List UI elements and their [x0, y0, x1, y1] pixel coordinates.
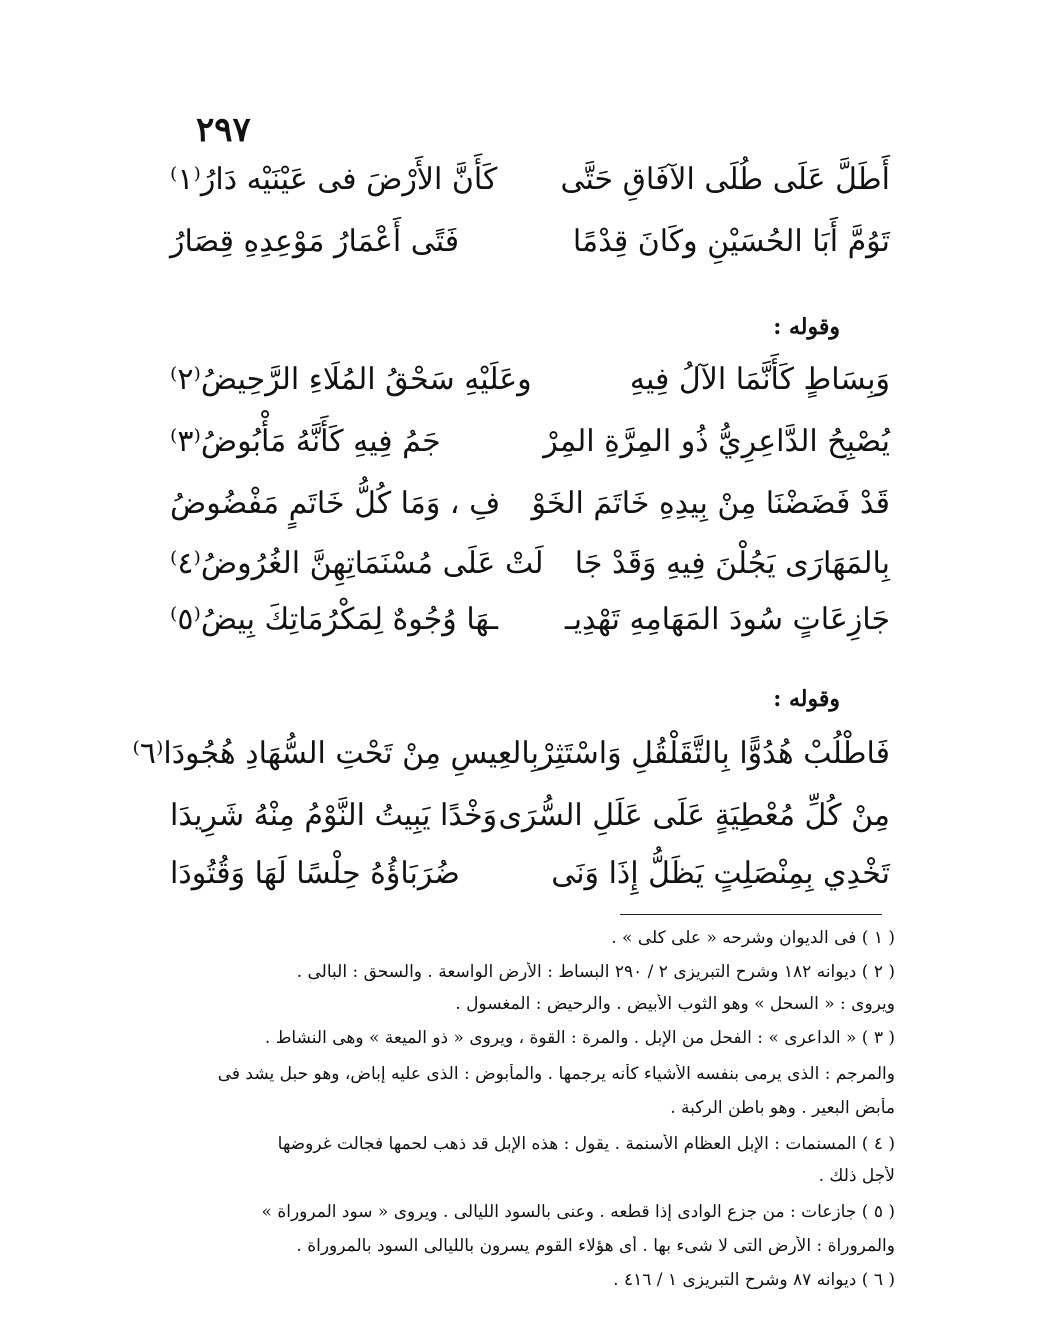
verse-hemistich-left: وَخْدًا يَبِيتُ النَّوْمُ مِنْهُ شَرِيدَا: [170, 798, 498, 833]
verse-hemistich-left: جَمُ فِيهِ كَأَنَّهُ مَأْبُوضُ⁽٣⁾: [170, 424, 441, 459]
verse-hemistich-right: جَازِعَاتٍ سُودَ المَهَامِهِ تَهْدِيـ: [564, 602, 890, 637]
footnote-line: والمرجم : الذى يرمى بنفسه الأشياء كأنه يرجمها . والمأبوض : الذى عليه إباض، وهو حبل يشد فى: [217, 1064, 895, 1084]
footnote-line: ( ٤ ) المسنمات : الإبل العظام الأسنمة . يقول : هذه الإبل قد ذهب لحمها فجالت غروضها: [277, 1134, 895, 1154]
verse-hemistich-right: تَخْدِي بِمِنْصَلِتٍ يَظَلُّ إِذَا وَنَى: [551, 856, 890, 891]
verse-hemistich-right: تَوُمَّ أَبَا الحُسَيْنِ وكَانَ قِدْمًا: [572, 224, 890, 259]
footnote-line: مأبض البعير . وهو باطن الركبة .: [670, 1098, 895, 1118]
footnote-line: ( ٢ ) ديوانه ١٨٢ وشرح التبريزى ٢ / ٢٩٠ البساط : الأرض الواسعة . والسحق : البالى .: [296, 962, 895, 982]
footnote-line: ( ١ ) فى الديوان وشرحه « على كلى » .: [611, 928, 895, 948]
verse-hemistich-right: أَطَلَّ عَلَى طُلَى الآفَاقِ حَتَّى: [560, 162, 890, 197]
verse-hemistich-right: وَبِسَاطٍ كَأَنَّمَا الآلُ فِيهِ: [629, 362, 890, 397]
verse-hemistich-right: مِنْ كُلِّ مُعْطِيَةٍ عَلَى عَلَلِ السُّرَى: [498, 798, 890, 833]
footnote-line: ( ٣ ) « الداعرى » : الفحل من الإبل . والمرة : القوة ، ويروى « ذو الميعة » وهى النشاط .: [264, 1028, 895, 1048]
verse-hemistich-right: بِالمَهَارَى يَجُلْنَ فِيهِ وَقَدْ جَا: [574, 546, 890, 581]
verse-line: [170, 536, 890, 592]
verse-line: [170, 846, 890, 902]
footnote-line: لأجل ذلك .: [818, 1166, 895, 1186]
verse-line: [132, 726, 890, 782]
section-heading: وقوله :: [773, 314, 840, 340]
verse-hemistich-left: فَتًى أَعْمَارُ مَوْعِدِهِ قِصَارُ: [170, 224, 460, 259]
footnote-line: ( ٦ ) ديوانه ٨٧ وشرح التبريزى ١ / ٤١٦ .: [613, 1270, 895, 1290]
verse-hemistich-left: ضُرَبَاؤُهُ حِلْسًا لَهَا وَقُتُودَا: [170, 856, 460, 891]
footnote-line: ( ٥ ) جازعات : من جزع الوادى إذا قطعه . وعنى بالسود الليالى . ويروى « سود المروراة »: [261, 1202, 895, 1222]
footnote-line: ويروى : « السحل » وهو الثوب الأبيض . والرحيض : المغسول .: [455, 994, 895, 1014]
verse-line: [170, 788, 890, 844]
verse-line: [170, 152, 890, 208]
section-heading: وقوله :: [773, 686, 840, 712]
footnote-divider: [620, 914, 882, 915]
verse-hemistich-left: لَتْ عَلَى مُسْنَمَاتِهِنَّ الغُرُوضُ⁽٤⁾: [170, 546, 544, 581]
page-number: ٢٩٧: [196, 110, 251, 150]
verse-hemistich-right: قَدْ فَضَضْنَا مِنْ بِيدِهِ خَاتَمَ الخَوْ: [531, 486, 890, 521]
verse-hemistich-left: بِالعِيسِ مِنْ تَحْتِ السُّهَادِ هُجُودَا⁽٦⁾: [132, 736, 539, 771]
footnote-line: والمروراة : الأرض التى لا شىء بها . أى هؤلاء القوم يسرون بالليالى السود بالمروراة .: [296, 1236, 895, 1256]
verse-hemistich-right: فَاطْلُبْ هُدُوًّا بِالتَّقَلْقُلِ وَاسْتَثِرْ: [538, 736, 890, 771]
verse-hemistich-left: كَأَنَّ الأَرْضَ فى عَيْنَيْه دَارُ⁽١⁾: [170, 162, 498, 197]
verse-hemistich-left: فِ ، وَمَا كُلُّ خَاتَمٍ مَفْضُوضُ: [170, 486, 501, 521]
verse-line: [170, 592, 890, 648]
verse-hemistich-left: وعَلَيْهِ سَحْقُ المُلَاءِ الرَّحِيضُ⁽٢⁾: [170, 362, 532, 397]
verse-hemistich-left: ـهَا وُجُوهٌ لِمَكْرُمَاتِكَ بِيضُ⁽٥⁾: [170, 602, 499, 637]
verse-line: [170, 214, 890, 270]
verse-hemistich-right: يُصْبِحُ الدَّاعِرِيُّ ذُو المِرَّةِ المِرْ: [543, 424, 890, 459]
verse-line: [170, 414, 890, 470]
verse-line: [170, 476, 890, 532]
verse-line: [170, 352, 890, 408]
